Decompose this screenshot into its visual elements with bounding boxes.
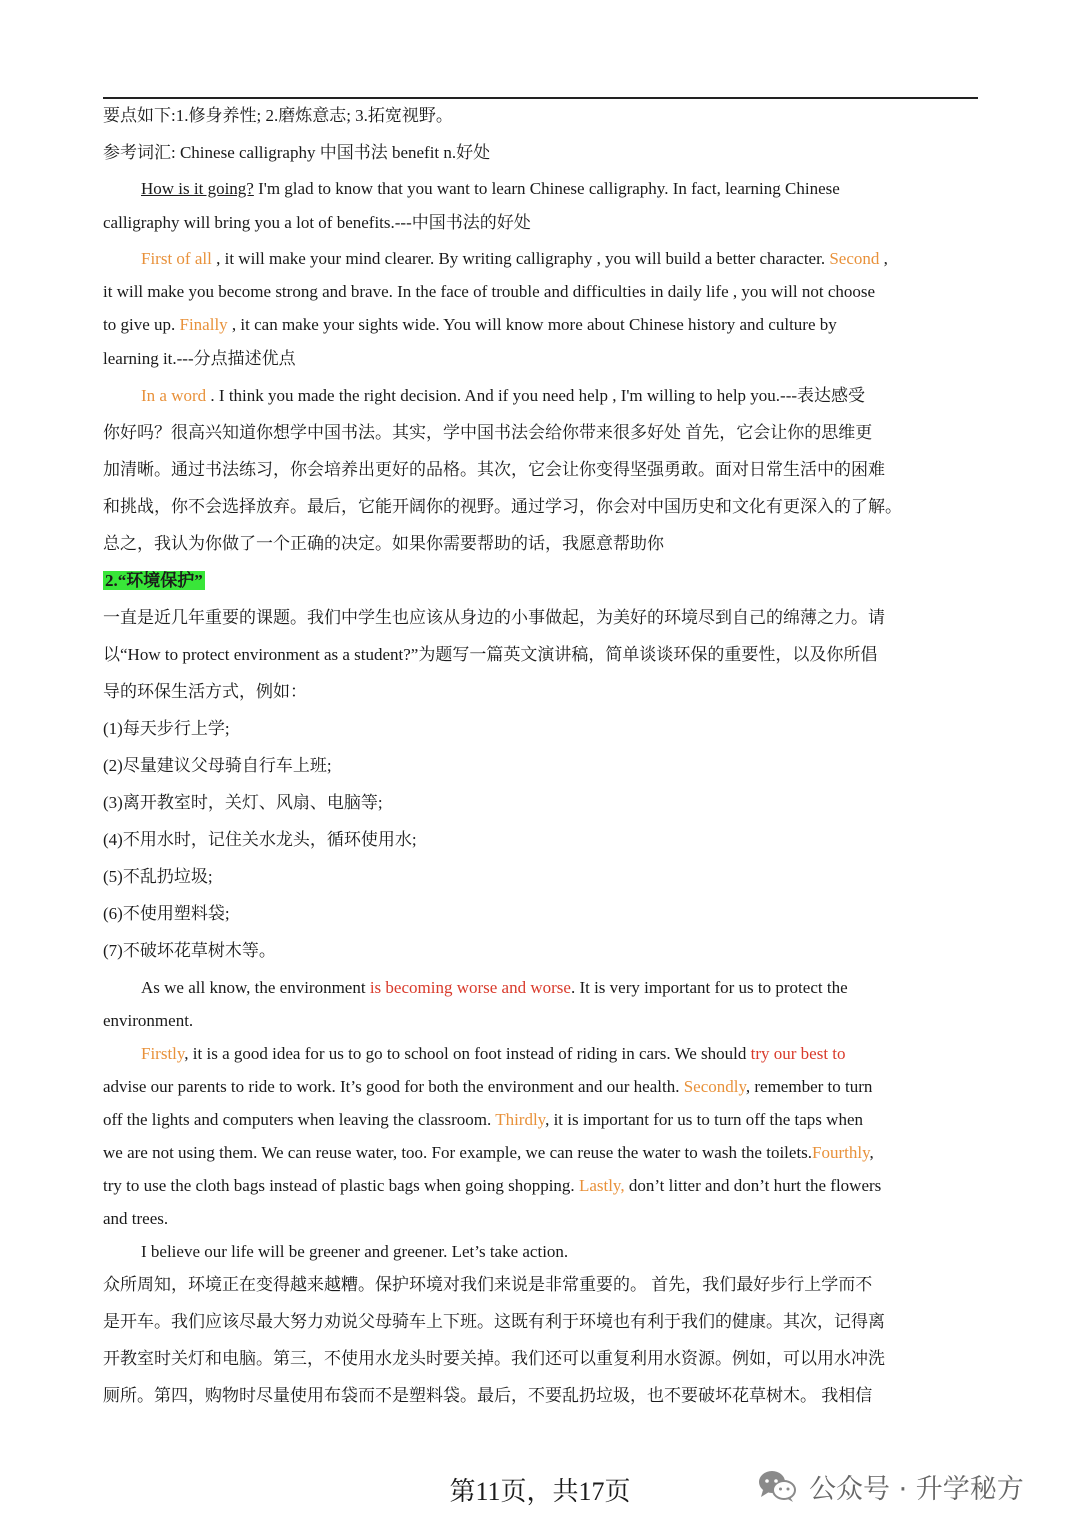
translation1-line-1: 你好吗？很高兴知道你想学中国书法。其实，学中国书法会给你带来很多好处 首先，它会让你的思维更: [103, 423, 873, 442]
list-item-1: (1)每天步行上学;: [103, 719, 230, 738]
list-item-5: (5)不乱扔垃圾;: [103, 867, 213, 886]
translation2-line-3: 开教室时关灯和电脑。第三，不使用水龙头时要关掉。我们还可以重复利用水资源。例如，可以用水冲洗: [103, 1349, 885, 1368]
watermark: [757, 1466, 1057, 1506]
text-span: we are not using them. We can reuse water, too. For example, we can reuse the water to wash the toilets.: [103, 1143, 813, 1162]
text-span: to give up.: [103, 315, 180, 334]
essay1-line-1: [141, 177, 840, 201]
text-span: try to use the cloth bags instead of plastic bags when going shopping.: [103, 1176, 579, 1195]
text-span: . I think you made the right decision. And if you need help , I'm willing to help you.---表达感受: [206, 386, 866, 405]
essay1-line-6: learning it.---分点描述优点: [103, 349, 296, 368]
key-points-line: 要点如下:1.修身养性; 2.磨炼意志; 3.拓宽视野。: [103, 106, 453, 125]
essay1-line-7: [141, 384, 865, 408]
text-span: , it is a good idea for us to go to school on foot instead of riding in cars. We should: [184, 1044, 751, 1063]
essay2-line-6: [103, 1141, 874, 1165]
text-span: , remember to turn: [745, 1077, 873, 1096]
vocabulary-line: 参考词汇: Chinese calligraphy 中国书法 benefit n.好处: [103, 143, 491, 162]
page-number: 第11页，共17页: [449, 1477, 631, 1506]
list-item-2: (2)尽量建议父母骑自行车上班;: [103, 756, 332, 775]
text-span: ,: [869, 1143, 874, 1162]
text-span: I'm glad to know that you want to learn Chinese calligraphy. In fact, learning Chinese: [253, 179, 840, 198]
prompt-line-2: 以“How to protect environment as a student?”为题写一篇英文演讲稿，简单谈谈环保的重要性，以及你所倡: [103, 645, 878, 664]
essay1-line-2: calligraphy will bring you a lot of benefits.---中国书法的好处: [103, 213, 531, 232]
transition-word: Firstly: [141, 1044, 185, 1063]
transition-word: Finally: [179, 315, 228, 334]
translation1-line-4: 总之，我认为你做了一个正确的决定。如果你需要帮助的话，我愿意帮助你: [103, 534, 664, 553]
text-span: advise our parents to ride to work. It’s good for both the environment and our health.: [103, 1077, 684, 1096]
key-phrase: try our best to: [750, 1044, 846, 1063]
section-title-highlight: 2.“环境保护”: [105, 571, 203, 590]
essay2-line-5: [103, 1108, 863, 1132]
essay2-line-1: [141, 976, 848, 1000]
section-2-heading: [103, 569, 205, 593]
list-item-6: (6)不使用塑料袋;: [103, 904, 230, 923]
transition-word: Lastly,: [578, 1176, 625, 1195]
translation2-line-2: 是开车。我们应该尽最大努力劝说父母骑车上下班。这既有利于环境也有利于我们的健康。其次，记得离: [103, 1312, 885, 1331]
transition-word: In a word: [141, 386, 207, 405]
key-phrase: is becoming worse and worse: [369, 978, 571, 997]
list-item-7: (7)不破坏花草树木等。: [103, 941, 276, 960]
prompt-line-1: 一直是近几年重要的课题。我们中学生也应该从身边的小事做起，为美好的环境尽到自己的绵薄之力。请: [103, 608, 885, 627]
essay1-line-5: [103, 313, 837, 337]
essay2-line-8: and trees.: [103, 1209, 169, 1228]
text-span: , it is important for us to turn off the taps when: [545, 1110, 863, 1129]
essay2-line-4: [103, 1075, 872, 1099]
text-span: , it can make your sights wide. You will know more about Chinese history and culture by: [227, 315, 837, 334]
text-span: , it will make your mind clearer. By writing calligraphy , you will build a better character.: [211, 249, 830, 268]
translation1-line-3: 和挑战，你不会选择放弃。最后，它能开阔你的视野。通过学习，你会对中国历史和文化有更深入的了解。: [103, 497, 902, 516]
list-item-3: (3)离开教室时，关灯、风扇、电脑等;: [103, 793, 383, 812]
essay1-line-4: it will make you become strong and brave. In the face of trouble and difficulties in daily life , you will not choose: [103, 282, 876, 301]
text-span: off the lights and computers when leaving the classroom.: [103, 1110, 496, 1129]
essay2-line-3: [141, 1042, 846, 1066]
text-span: ,: [879, 249, 888, 268]
header-rule: [103, 97, 978, 99]
essay2-line-7: [103, 1174, 881, 1198]
watermark-text: 公众号 · 升学秘方: [809, 1473, 1024, 1505]
prompt-line-3: 导的环保生活方式，例如：: [103, 682, 307, 701]
text-span: . It is very important for us to protect the: [570, 978, 848, 997]
text-span: don’t litter and don’t hurt the flowers: [624, 1176, 882, 1195]
transition-word: Second: [829, 249, 880, 268]
essay2-line-2: environment.: [103, 1011, 194, 1030]
transition-word: Fourthly: [812, 1143, 870, 1162]
greeting-phrase: How is it going?: [141, 179, 254, 198]
list-item-4: (4)不用水时，记住关水龙头，循环使用水;: [103, 830, 417, 849]
translation1-line-2: 加清晰。通过书法练习，你会培养出更好的品格。其次，它会让你变得坚强勇敢。面对日常生活中的困难: [103, 460, 885, 479]
wechat-icon: [757, 1469, 797, 1503]
essay1-line-3: [141, 247, 888, 271]
transition-word: Thirdly: [495, 1110, 546, 1129]
text-span: As we all know, the environment: [141, 978, 370, 997]
transition-word: Secondly: [683, 1077, 746, 1096]
essay2-line-9: I believe our life will be greener and greener. Let’s take action.: [141, 1242, 569, 1261]
translation2-line-4: 厕所。第四，购物时尽量使用布袋而不是塑料袋。最后，不要乱扔垃圾，也不要破坏花草树木。 我相信: [103, 1386, 873, 1405]
transition-word: First of all: [141, 249, 212, 268]
translation2-line-1: 众所周知，环境正在变得越来越糟。保护环境对我们来说是非常重要的。 首先，我们最好步行上学而不: [103, 1275, 873, 1294]
